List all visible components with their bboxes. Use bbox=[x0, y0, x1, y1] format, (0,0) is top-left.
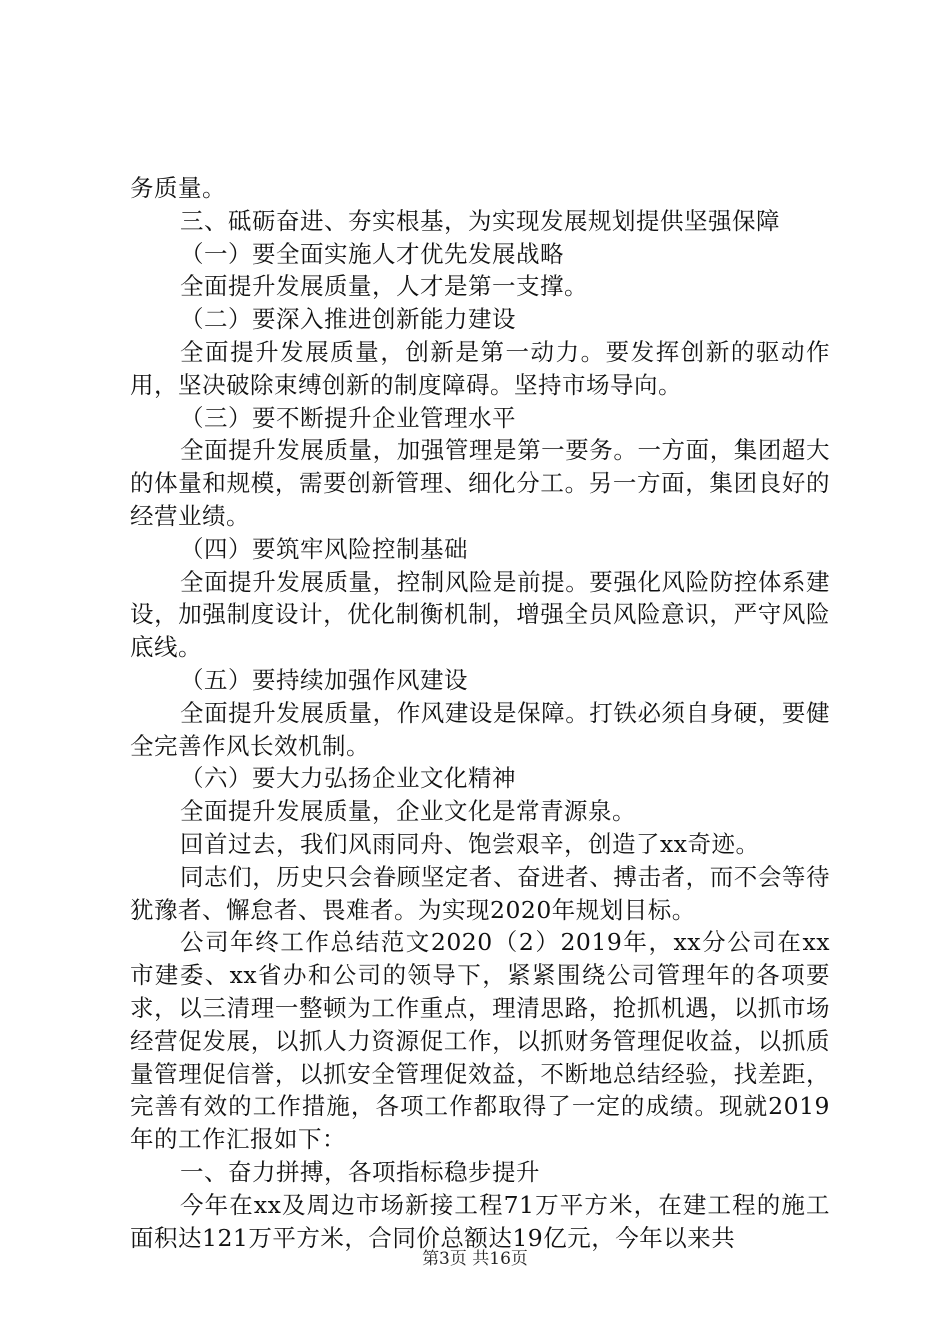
paragraph: （四）要筑牢风险控制基础 bbox=[180, 534, 468, 563]
paragraph: 全面提升发展质量，控制风险是前提。要强化风险防控体系建设，加强制度设计，优化制衡机制，增强全员风险意识，严守风险底线。 bbox=[130, 567, 830, 662]
document-body bbox=[130, 172, 830, 1254]
paragraph: （六）要大力弘扬企业文化精神 bbox=[180, 764, 516, 793]
paragraph: 全面提升发展质量，企业文化是常青源泉。 bbox=[180, 797, 636, 826]
paragraph: 全面提升发展质量，作风建设是保障。打铁必须自身硬，要健全完善作风长效机制。 bbox=[130, 698, 830, 760]
page-footer: 第3页 共16页 bbox=[422, 1249, 528, 1269]
paragraph: 公司年终工作总结范文2020（2）2019年，xx分公司在xx市建委、xx省办和公司的领导下，紧紧围绕公司管理年的各项要求，以三清理一整顿为工作重点，理清思路，抢抓机遇，以抓市场经营促发展，以抓人力资源促工作，以抓财务管理促收益，以抓质量管理促信誉，以抓安全管理促效益，不断地总结经验，找差距，完善有效的工作措施，各项工作都取得了一定的成绩。现就2019年的工作汇报如下： bbox=[130, 928, 830, 1154]
paragraph: 回首过去，我们风雨同舟、饱尝艰辛，创造了xx奇迹。 bbox=[180, 829, 760, 858]
paragraph: 今年在xx及周边市场新接工程71万平方米，在建工程的施工面积达121万平方米，合同价总额达19亿元，今年以来共 bbox=[130, 1190, 830, 1252]
paragraph: 同志们，历史只会眷顾坚定者、奋进者、搏击者，而不会等待犹豫者、懈怠者、畏难者。为实现2020年规划目标。 bbox=[130, 862, 830, 924]
paragraph: 一、奋力拼搏，各项指标稳步提升 bbox=[180, 1157, 540, 1186]
paragraph: 务质量。 bbox=[130, 174, 226, 202]
paragraph: （三）要不断提升企业管理水平 bbox=[180, 403, 516, 432]
paragraph: （一）要全面实施人才优先发展战略 bbox=[180, 239, 564, 268]
paragraph: 全面提升发展质量，人才是第一支撑。 bbox=[180, 272, 588, 301]
paragraph: （二）要深入推进创新能力建设 bbox=[180, 305, 516, 334]
paragraph: 全面提升发展质量，创新是第一动力。要发挥创新的驱动作用，坚决破除束缚创新的制度障碍。坚持市场导向。 bbox=[130, 337, 830, 399]
paragraph: （五）要持续加强作风建设 bbox=[180, 665, 468, 694]
paragraph: 全面提升发展质量，加强管理是第一要务。一方面，集团超大的体量和规模，需要创新管理、细化分工。另一方面，集团良好的经营业绩。 bbox=[130, 436, 830, 530]
paragraph: 三、砥砺奋进、夯实根基，为实现发展规划提供坚强保障 bbox=[180, 206, 780, 235]
